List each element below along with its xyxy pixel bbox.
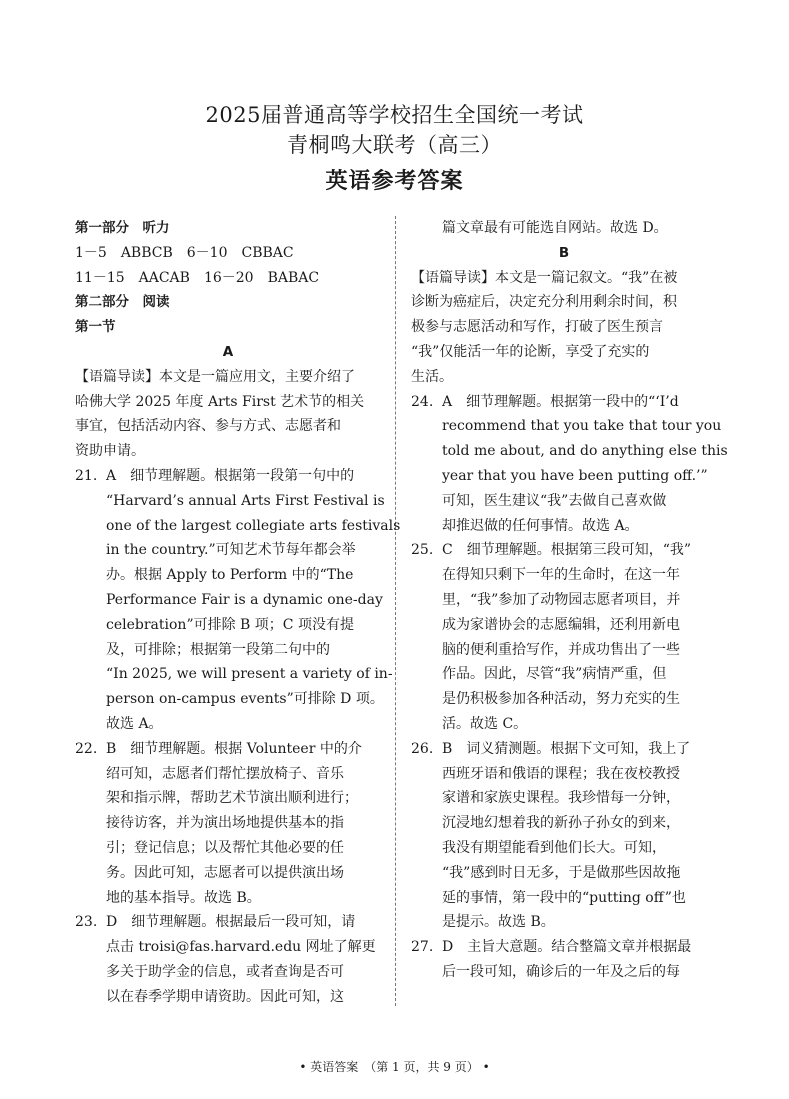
intro-line: 生活。 [411,368,453,385]
intro-line: 【语篇导读】本文是一篇记叙文。“我”在被 [411,269,678,286]
question-number: 23. [75,914,98,931]
part2-heading: 第二部分 阅读 [75,294,170,311]
question-22 [75,737,381,911]
answer-line: 接待访客，并为演出场地提供基本的指 [106,815,344,832]
answer-line: year that you have been putting off.’” [442,467,708,484]
answer-line: B 词义猜测题。根据下文可知，我上了 [442,740,691,757]
intro-line: 【语篇导读】本文是一篇应用文，主要介绍了 [75,368,355,385]
answer-line: recommend that you take that tour you [442,418,722,435]
answer-line: 务。因此可知，志愿者可以提供演出场 [106,864,344,881]
question-26 [411,737,717,935]
intro-line: 哈佛大学 2025 年度 Arts First 艺术节的相关 [75,393,365,410]
answer-line: “我”感到时日无多，于是做那些因故拖 [442,864,681,881]
right-column [411,216,728,985]
question-21 [75,464,401,737]
answer-line: 沉浸地幻想着我的新孙子孙女的到来， [442,815,680,832]
question-number: 25. [411,542,434,559]
answer-line: 活。故选 C。 [442,715,528,732]
answer-line: “In 2025, we will present a variety of in- [106,666,393,683]
answer-line: Performance Fair is a dynamic one-day [106,591,383,608]
answer-line: told me about, and do anything else this [442,443,728,460]
page-footer: • 英语答案 （第 1 页，共 9 页） • [299,1060,490,1074]
intro-line: 极参与志愿活动和写作，打破了医生预言 [411,319,663,336]
answer-line: 办。根据 Apply to Perform 中的“The [106,567,354,584]
question-23 [75,910,381,1009]
intro-line: 事宜，包括活动内容、参与方式、志愿者和 [75,418,341,435]
answer-line: 是仍积极参加各种活动，努力充实的生 [442,691,680,708]
question-24 [411,390,728,539]
passage-b-heading: B [558,244,570,261]
answer-line: 绍可知，志愿者们帮忙摆放椅子、音乐 [106,765,344,782]
answer-line: 以在春季学期申请资助。因此可知，这 [106,988,344,1005]
answer-line: C 细节理解题。根据第三段可知，“我” [442,542,692,559]
question-number: 21. [75,467,98,484]
answer-line: 后一段可知，确诊后的一年及之后的每 [442,963,680,980]
answer-line: 是提示。故选 B。 [442,914,555,931]
answer-line: 及，可排除；根据第一段第二句中的 [106,641,330,658]
answer-line: 我没有期望能看到他们长大。可知， [442,839,666,856]
answer-line: 西班牙语和俄语的课程；我在夜校教授 [442,765,680,782]
question-number: 22. [75,740,98,757]
answer-line: 家谱和家族史课程。我珍惜每一分钟， [442,790,680,807]
question-27 [411,935,717,985]
answer-line: A 细节理解题。根据第一段中的“‘I’d [442,393,679,410]
answer-line: one of the largest collegiate arts festivals [106,517,401,534]
answer-line: in the country.”可知艺术节每年都会举 [106,542,356,559]
question-25 [411,538,717,736]
answer-key-title: 英语参考答案 [325,169,464,194]
passage-a-intro [75,365,381,464]
intro-line: 资助申请。 [75,443,145,460]
answer-line: 多关于助学金的信息，或者查询是否可 [106,963,344,980]
passage-a-heading: A [222,343,234,360]
question-number: 24. [411,393,434,410]
answer-line: celebration”可排除 B 项；C 项没有提 [106,616,354,633]
answer-line: “Harvard’s annual Arts First Festival is [106,492,385,509]
listening-answers-1: 1－5 ABBCB 6－10 CBBAC [75,244,294,261]
intro-line: 诊断为癌症后，决定充分利用剩余时间，积 [411,294,677,311]
answer-line: B 细节理解题。根据 Volunteer 中的介 [106,740,362,757]
answer-line: 里，“我”参加了动物园志愿者项目，并 [442,591,681,608]
answer-line: D 主旨大意题。结合整篇文章并根据最 [442,939,692,956]
passage-b-intro [411,266,717,390]
answer-line: 却推迟做的任何事情。故选 A。 [442,517,639,534]
answer-line: D 细节理解题。根据最后一段可知，请 [106,914,356,931]
answer-line: 点击 troisi@fas.harvard.edu 网址了解更 [106,939,376,956]
answer-line: 故选 A。 [106,715,163,732]
q23-continuation: 篇文章最有可能选自网站。故选 D。 [442,220,668,236]
exam-subtitle: 青桐鸣大联考（高三） [287,133,502,157]
answer-line: 脑的便利重拾写作，并成功售出了一些 [442,641,680,658]
answer-line: 在得知只剩下一年的生命时，在这一年 [442,567,680,584]
answer-line: 作品。因此，尽管“我”病情严重，但 [442,666,667,683]
answer-line: 可知，医生建议“我”去做自己喜欢做 [442,492,667,509]
listening-answers-2: 11－15 AACAB 16－20 BABAC [75,269,320,286]
answer-line: 延的事情，第一段中的“putting off”也 [442,889,686,906]
part1-heading: 第一部分 听力 [75,220,170,236]
left-column [75,216,401,1010]
answer-line: 地的基本指导。故选 B。 [106,889,261,906]
question-number: 27. [411,939,434,956]
question-number: 26. [411,740,434,757]
section1-heading: 第一节 [75,319,116,336]
answer-line: 架和指示牌，帮助艺术节演出顺利进行； [106,790,358,807]
answer-line: 引；登记信息；以及帮忙其他必要的任 [106,839,344,856]
answer-line: 成为家谱协会的志愿编辑，还利用新电 [442,616,680,633]
intro-line: “我”仅能活一年的论断，享受了充实的 [411,343,650,360]
exam-title: 2025届普通高等学校招生全国统一考试 [205,103,584,127]
answer-line: person on-campus events”可排除 D 项。 [106,691,384,708]
answer-line: A 细节理解题。根据第一段第一句中的 [106,467,355,484]
